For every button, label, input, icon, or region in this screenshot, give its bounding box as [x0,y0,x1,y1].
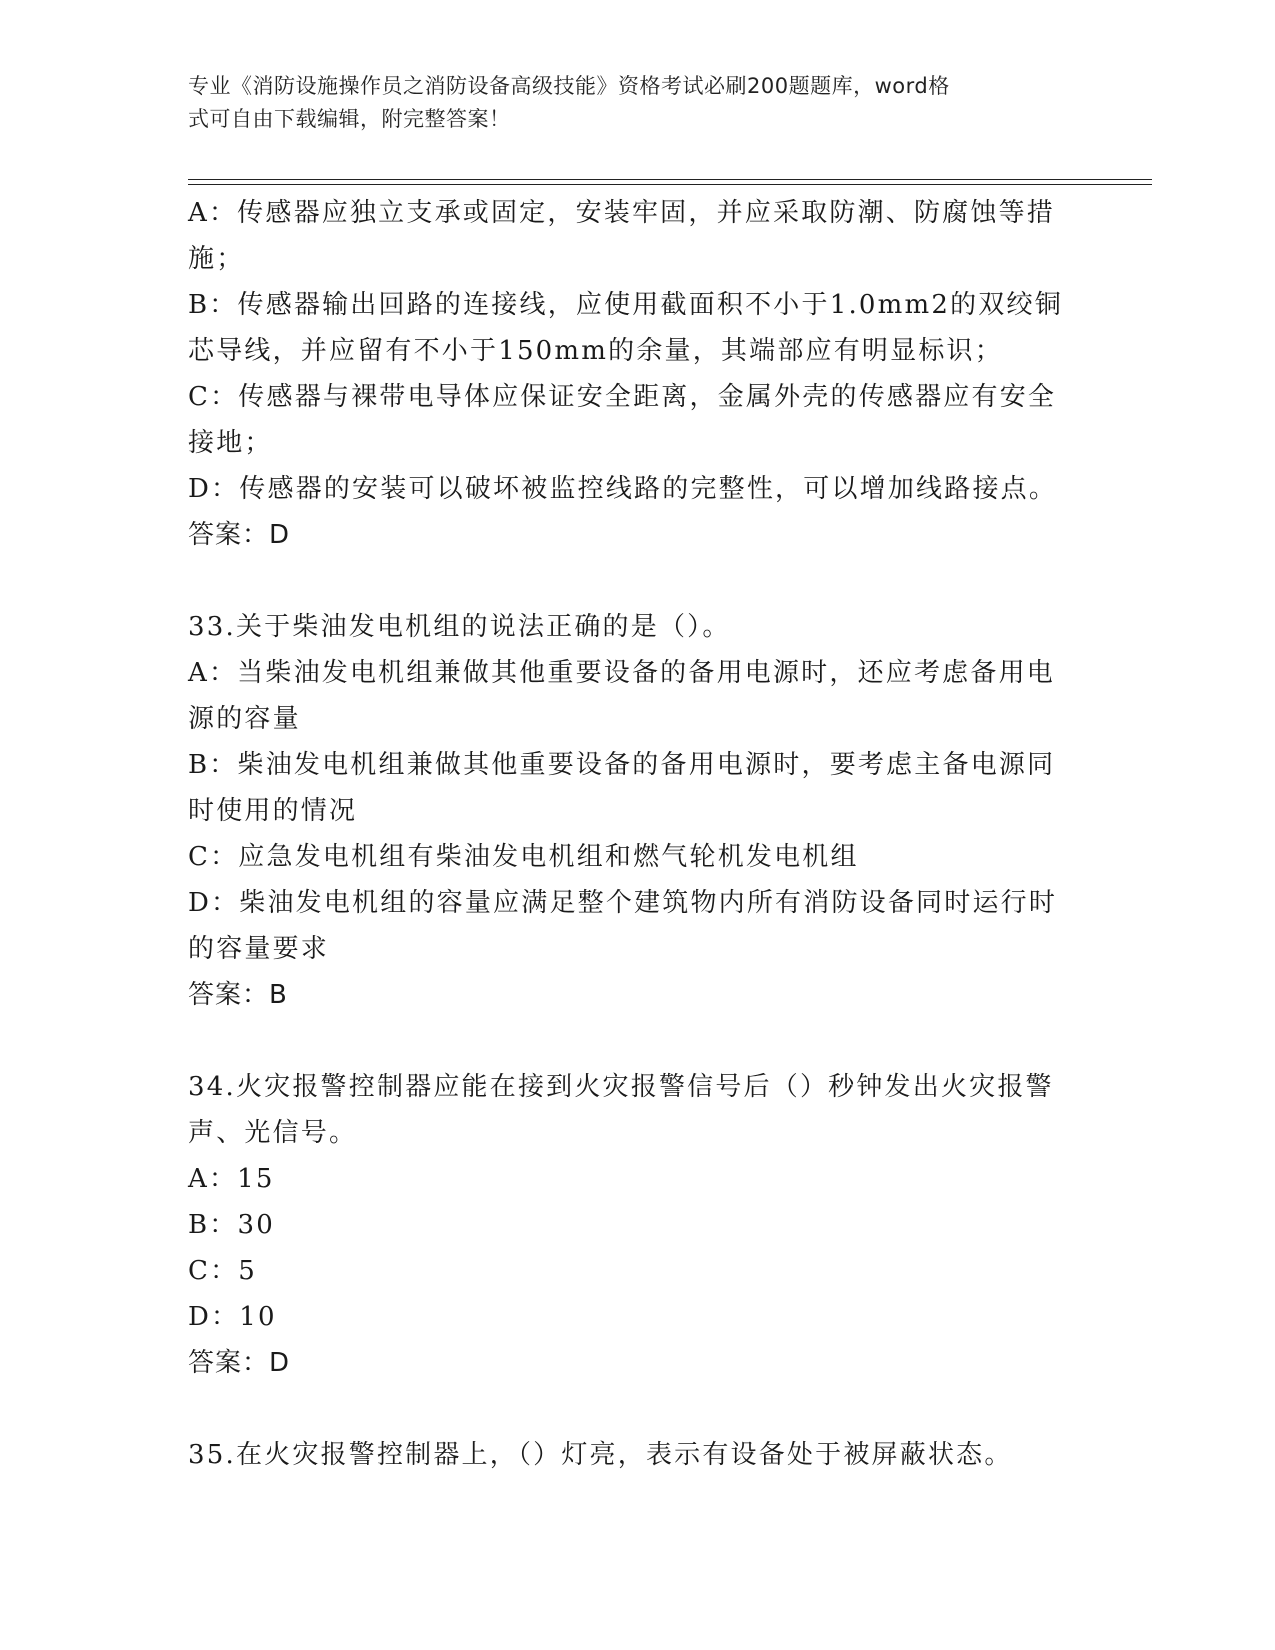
option-a-line-1: A：当柴油发电机组兼做其他重要设备的备用电源时，还应考虑备用电 [188,658,1055,688]
question-33-stem: 33.关于柴油发电机组的说法正确的是（）。 [188,612,731,642]
option-b-line-1: B：柴油发电机组兼做其他重要设备的备用电源时，要考虑主备电源同 [188,750,1056,780]
option-a: A：15 [188,1164,275,1194]
spacer [188,1386,1088,1432]
option-b: B：30 [188,1210,275,1240]
answer-33: 答案：B [188,980,288,1010]
option-c: C：5 [188,1256,258,1286]
option-d: D：10 [188,1302,277,1332]
question-34 [188,1064,1088,1386]
option-d-line-1: D：传感器的安装可以破坏被监控线路的完整性，可以增加线路接点。 [188,474,1058,504]
question-35-stem: 35.在火灾报警控制器上，（）灯亮，表示有设备处于被屏蔽状态。 [188,1440,1013,1470]
header-rule-bottom [188,184,1152,185]
question-35 [188,1432,1088,1478]
spacer [188,1018,1088,1064]
option-a-line-1: A：传感器应独立支承或固定，安装牢固，并应采取防潮、防腐蚀等措 [188,198,1055,228]
question-34-stem-line-2: 声、光信号。 [188,1118,358,1148]
question-32-options [188,190,1088,558]
option-d-line-1: D：柴油发电机组的容量应满足整个建筑物内所有消防设备同时运行时 [188,888,1058,918]
option-b-line-2: 芯导线，并应留有不小于150mm的余量，其端部应有明显标识； [188,336,1003,366]
option-a-line-2: 施； [188,244,245,274]
answer-32: 答案：D [188,520,291,550]
spacer [188,558,1088,604]
option-b-line-2: 时使用的情况 [188,796,358,826]
option-c-line-2: 接地； [188,428,273,458]
option-b-line-1: B：传感器输出回路的连接线，应使用截面积不小于1.0mm2的双绞铜 [188,290,1063,320]
option-d-line-2: 的容量要求 [188,934,330,964]
document-header [188,70,1068,136]
option-c-line-1: C：传感器与裸带电导体应保证安全距离，金属外壳的传感器应有安全 [188,382,1057,412]
header-rule-top [188,179,1152,180]
header-line-2: 式可自由下载编辑，附完整答案！ [188,107,511,131]
option-a-line-2: 源的容量 [188,704,301,734]
header-line-1: 专业《消防设施操作员之消防设备高级技能》资格考试必刷200题题库，word格 [188,74,950,98]
question-33 [188,604,1088,1018]
answer-34: 答案：D [188,1348,291,1378]
question-34-stem-line-1: 34.火灾报警控制器应能在接到火灾报警信号后（）秒钟发出火灾报警 [188,1072,1054,1102]
question-content [188,190,1088,1478]
option-c-line-1: C：应急发电机组有柴油发电机组和燃气轮机发电机组 [188,842,859,872]
